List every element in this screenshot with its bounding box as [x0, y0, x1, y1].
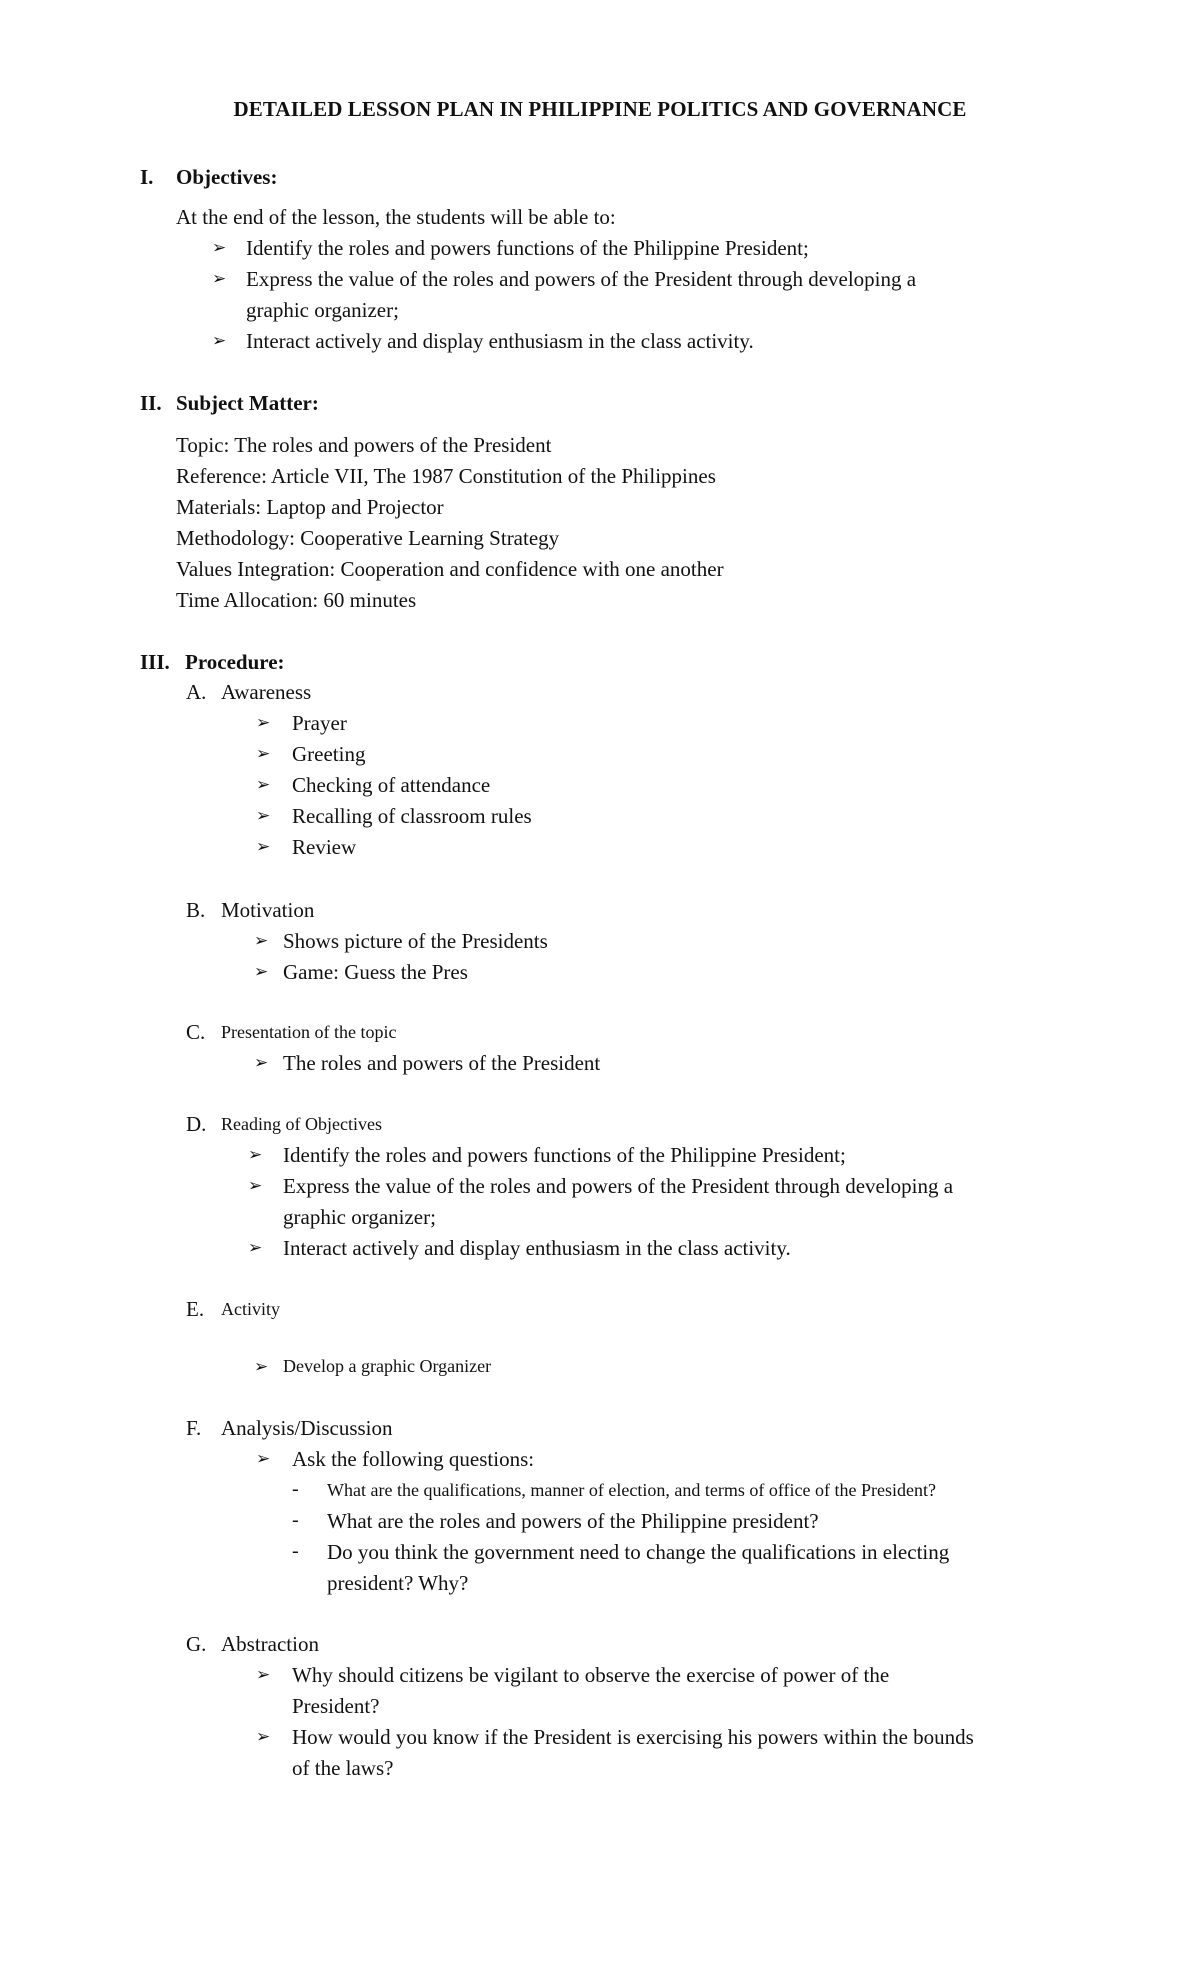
subject-matter-line: Values Integration: Cooperation and confidence with one another [176, 557, 724, 581]
section-number-procedure: III. [140, 650, 170, 674]
procedure-item: Why should citizens be vigilant to observe the exercise of power of the [292, 1663, 890, 1687]
procedure-step-label: Activity [221, 1299, 280, 1319]
bullet-icon: ➢ [254, 1357, 269, 1376]
bullet-icon: ➢ [212, 238, 227, 257]
procedure-step-label: Presentation of the topic [221, 1022, 397, 1042]
procedure-item: The roles and powers of the President [283, 1051, 601, 1075]
dash-marker: - [292, 1478, 299, 1500]
procedure-step-label: Analysis/Discussion [221, 1416, 393, 1440]
bullet-icon: ➢ [254, 931, 269, 950]
bullet-icon: ➢ [256, 837, 271, 856]
procedure-letter: D. [186, 1112, 207, 1136]
objective-item-continuation: graphic organizer; [246, 298, 399, 322]
bullet-icon: ➢ [254, 962, 269, 981]
bullet-icon: ➢ [256, 744, 271, 763]
procedure-step-label: Reading of Objectives [221, 1114, 382, 1134]
bullet-icon: ➢ [248, 1176, 263, 1195]
discussion-question: Do you think the government need to change the qualifications in electing [327, 1540, 950, 1564]
bullet-icon: ➢ [256, 1665, 271, 1684]
bullet-icon: ➢ [256, 775, 271, 794]
procedure-letter: C. [186, 1020, 206, 1044]
procedure-item: Prayer [292, 711, 347, 735]
objective-item: Interact actively and display enthusiasm in the class activity. [246, 329, 754, 353]
section-number-objectives: I. [140, 165, 154, 189]
objectives-intro: At the end of the lesson, the students will be able to: [176, 205, 616, 229]
subject-matter-line: Topic: The roles and powers of the President [176, 433, 552, 457]
section-title-subject-matter: Subject Matter: [176, 391, 319, 415]
procedure-item: Review [292, 835, 357, 859]
procedure-item-continuation: graphic organizer; [283, 1205, 436, 1229]
subject-matter-line: Materials: Laptop and Projector [176, 495, 444, 519]
bullet-icon: ➢ [256, 1727, 271, 1746]
procedure-item-continuation: of the laws? [292, 1756, 394, 1780]
objective-item: Identify the roles and powers functions of the Philippine President; [246, 236, 809, 260]
subject-matter-line: Methodology: Cooperative Learning Strategy [176, 526, 560, 550]
bullet-icon: ➢ [212, 331, 227, 350]
bullet-icon: ➢ [248, 1145, 263, 1164]
discussion-question: What are the roles and powers of the Philippine president? [327, 1509, 819, 1533]
discussion-question: What are the qualifications, manner of election, and terms of office of the President? [327, 1480, 936, 1500]
procedure-item: Shows picture of the Presidents [283, 929, 548, 953]
procedure-step-label: Awareness [221, 680, 312, 704]
section-title-objectives: Objectives: [176, 165, 278, 189]
procedure-item-continuation: President? [292, 1694, 380, 1718]
procedure-item: Identify the roles and powers functions of the Philippine President; [283, 1143, 846, 1167]
bullet-icon: ➢ [254, 1053, 269, 1072]
bullet-icon: ➢ [212, 269, 227, 288]
objective-item: Express the value of the roles and powers of the President through developing a [246, 267, 917, 291]
section-number-subject-matter: II. [140, 391, 162, 415]
procedure-item: Greeting [292, 742, 366, 766]
procedure-item: Checking of attendance [292, 773, 491, 797]
bullet-icon: ➢ [256, 713, 271, 732]
dash-marker: - [292, 1540, 299, 1562]
procedure-item: Ask the following questions: [292, 1447, 535, 1471]
bullet-icon: ➢ [248, 1238, 263, 1257]
subject-matter-line: Time Allocation: 60 minutes [176, 588, 417, 612]
dash-marker: - [292, 1509, 299, 1531]
bullet-icon: ➢ [256, 806, 271, 825]
procedure-letter: A. [186, 680, 207, 704]
procedure-letter: G. [186, 1632, 207, 1656]
subject-matter-line: Reference: Article VII, The 1987 Constitution of the Philippines [176, 464, 716, 488]
procedure-letter: E. [186, 1297, 205, 1321]
procedure-step-label: Motivation [221, 898, 315, 922]
section-title-procedure: Procedure: [185, 650, 285, 674]
discussion-question-continuation: president? Why? [327, 1571, 469, 1595]
procedure-item: Game: Guess the Pres [283, 960, 468, 984]
procedure-step-label: Abstraction [221, 1632, 319, 1656]
procedure-letter: F. [186, 1416, 202, 1440]
procedure-item: Develop a graphic Organizer [283, 1356, 492, 1376]
procedure-item: How would you know if the President is exercising his powers within the bounds [292, 1725, 974, 1749]
procedure-item: Express the value of the roles and powers of the President through developing a [283, 1174, 954, 1198]
bullet-icon: ➢ [256, 1449, 271, 1468]
procedure-item: Recalling of classroom rules [292, 804, 532, 828]
procedure-letter: B. [186, 898, 206, 922]
document-title: DETAILED LESSON PLAN IN PHILIPPINE POLITICS AND GOVERNANCE [233, 97, 967, 121]
procedure-item: Interact actively and display enthusiasm in the class activity. [283, 1236, 791, 1260]
